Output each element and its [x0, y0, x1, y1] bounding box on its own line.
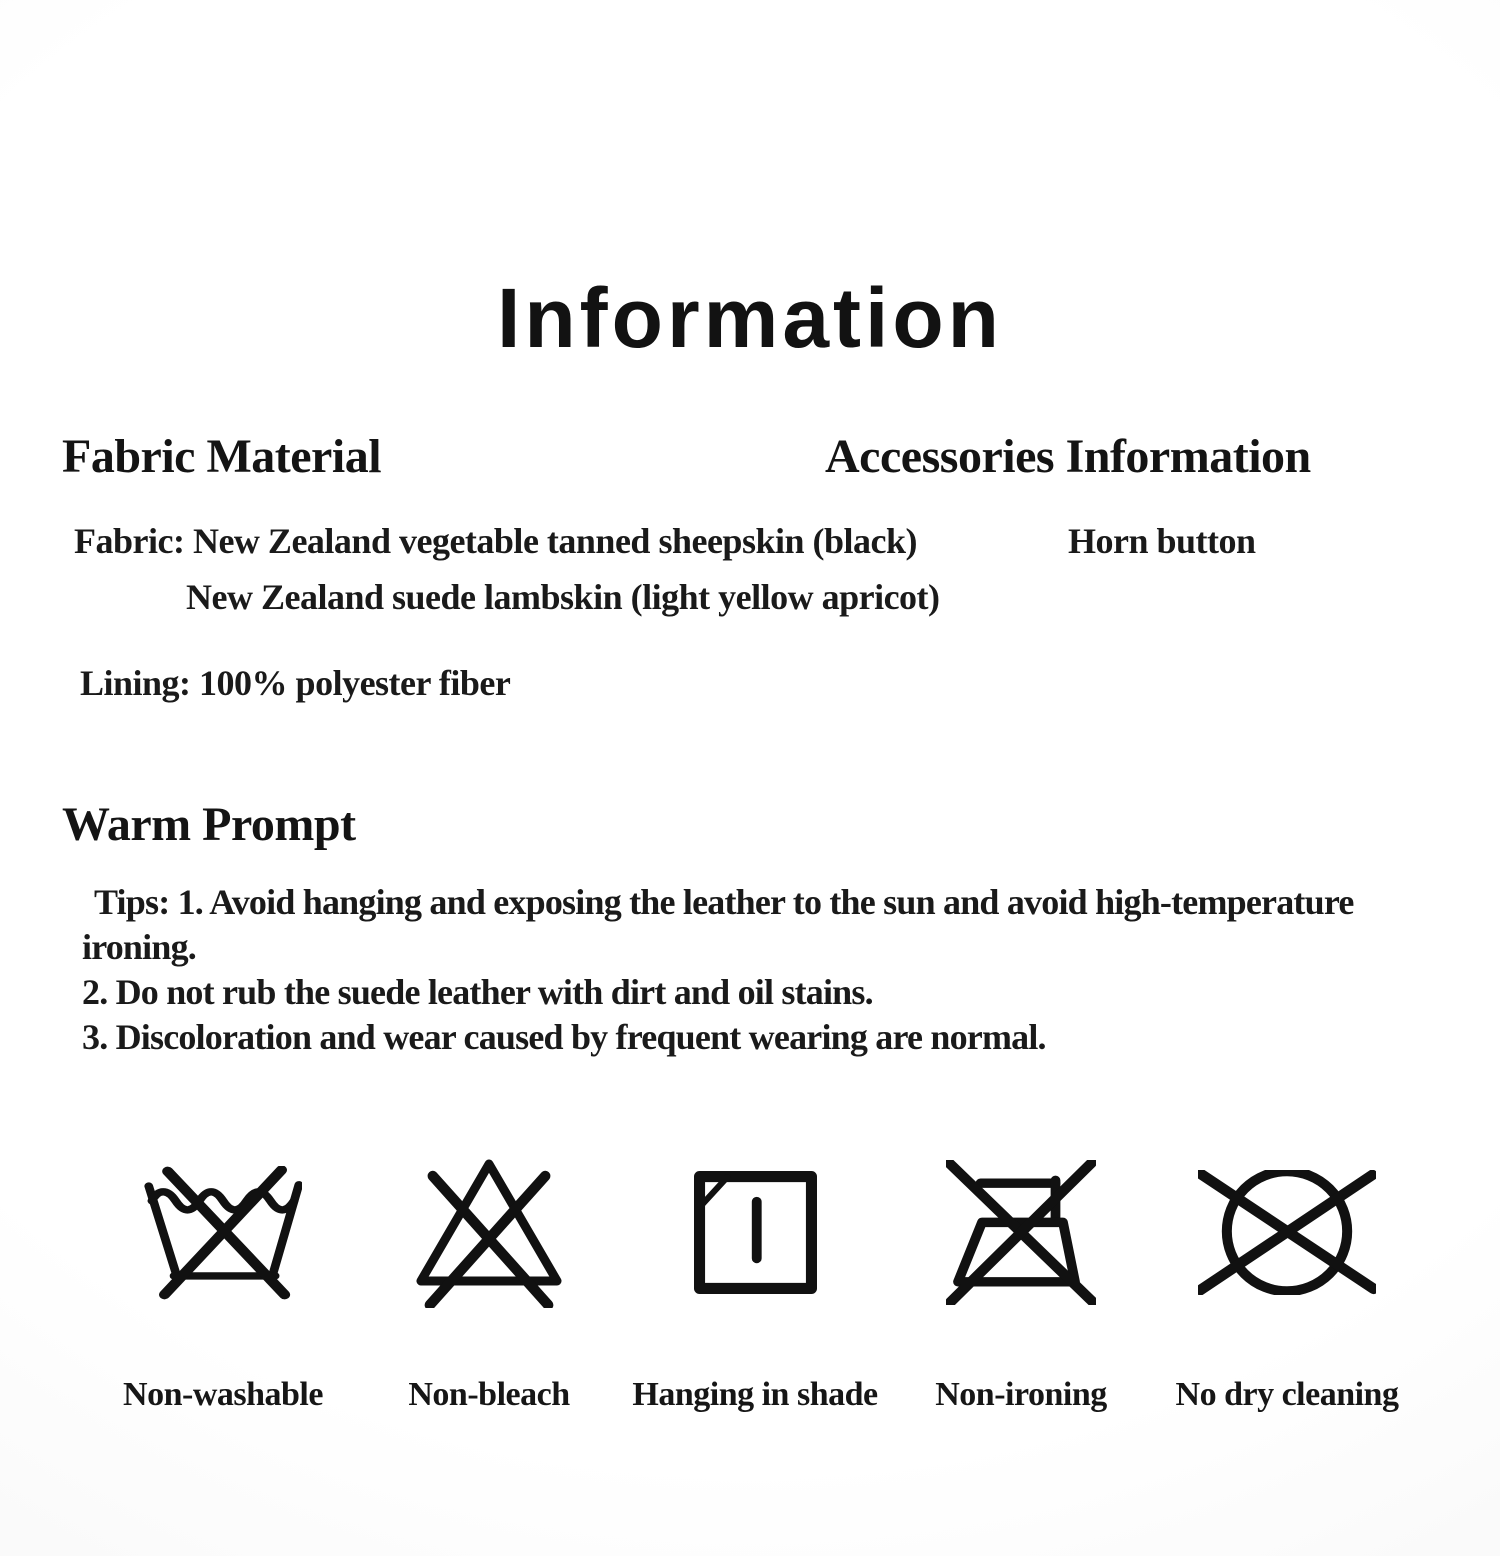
page-title: Information: [497, 271, 1003, 365]
accessories-item: Horn button: [1068, 521, 1256, 561]
accessories-heading: Accessories Information: [825, 430, 1311, 483]
care-item-hang-dry-in-shade: [622, 1145, 888, 1413]
tips-paragraph: [82, 880, 1462, 1060]
tip-2: 2. Do not rub the suede leather with dirt and oil stains.: [82, 972, 873, 1012]
lining-line: Lining: 100% polyester fiber: [80, 663, 511, 703]
fabric-line-1: Fabric: New Zealand vegetable tanned sheepskin (black): [74, 521, 918, 561]
tip-1: Tips: 1. Avoid hanging and exposing the leather to the sun and avoid high-temperature ironing.: [82, 882, 1354, 967]
hang-dry-in-shade-icon: [694, 1145, 817, 1320]
tip-3: 3. Discoloration and wear caused by frequent wearing are normal.: [82, 1017, 1046, 1057]
care-label-non-ironing: Non-ironing: [935, 1376, 1107, 1413]
care-item-non-bleach: [356, 1145, 622, 1413]
care-label-non-bleach: Non-bleach: [408, 1376, 570, 1413]
fabric-material-heading: Fabric Material: [62, 430, 382, 483]
warm-prompt-heading: Warm Prompt: [62, 798, 356, 851]
non-washable-icon: [144, 1145, 302, 1320]
care-item-non-ironing: [888, 1145, 1154, 1413]
no-dry-cleaning-icon: [1198, 1145, 1376, 1320]
care-label-no-dry-cleaning: No dry cleaning: [1175, 1376, 1399, 1413]
care-item-non-washable: [90, 1145, 356, 1413]
care-symbols-row: [0, 1145, 1500, 1413]
non-bleach-icon: [415, 1145, 563, 1320]
care-label-hang-dry-in-shade: Hanging in shade: [632, 1376, 878, 1413]
non-ironing-icon: [946, 1145, 1096, 1320]
care-label-non-washable: Non-washable: [123, 1376, 323, 1413]
fabric-line-2: New Zealand suede lambskin (light yellow apricot): [186, 577, 940, 617]
care-item-no-dry-cleaning: [1154, 1145, 1420, 1413]
